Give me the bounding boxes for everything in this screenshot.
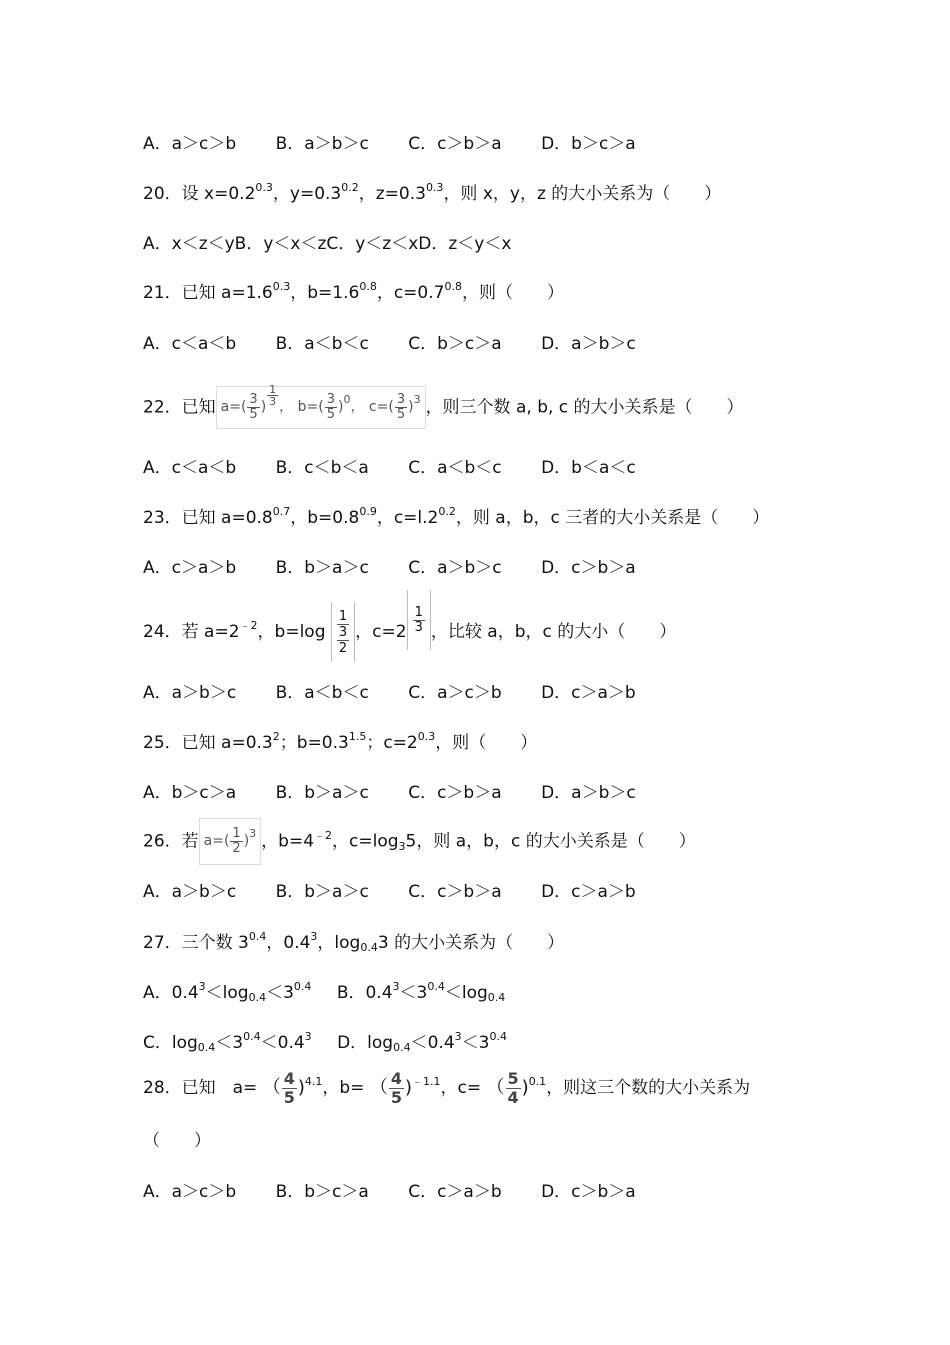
denominator: 2 [232,840,241,856]
q20-exp: 0.3 [425,181,444,194]
q27-c-part: ＜3 [215,1033,244,1053]
denominator: 5 [390,1087,402,1107]
q24-log-base [337,609,349,656]
q26-option-b: B．b＞a＞c [275,882,369,902]
q25-options [143,782,636,804]
q22-option-a: A．c＜a＜b [143,458,237,478]
q26-exp: 3 [249,827,257,840]
q23-exp: 0.9 [359,505,377,518]
q23-number: 23． [143,508,182,528]
q21-exp: 0.3 [272,280,291,293]
q25-option-b: B．b＞a＞c [275,783,369,803]
q24-exp-fraction [413,606,425,635]
close-paren: ) [297,1077,305,1098]
q26-option-a: A．a＞b＞c [143,882,237,902]
q24-options [143,682,636,704]
q21-stem [143,282,564,306]
q23-option-b: B．b＞a＞c [275,558,369,578]
q28-exp: 0.1 [528,1075,547,1088]
denominator: 5 [249,406,258,422]
close-paren: ) [404,1077,413,1098]
q27-c-exp: 3 [304,1030,312,1043]
close-paren: ) [243,833,250,849]
open-paren: （ [262,1077,281,1098]
q20-text: ，则 x，y，z 的大小关系为（ ） [443,184,722,204]
q27-a-part: A．0.4 [143,983,199,1003]
q27-text: ，0.4 [266,933,311,953]
q24-text: ，b=log [257,622,326,642]
q22-text: ，则三个数 a, b, c 的大小关系是（ ） [425,397,744,418]
q24-text: 若 a=2 [181,622,240,642]
denominator: 5 [396,406,406,422]
q27-c-part: C．log [143,1033,198,1053]
q27-b-exp: 0.4 [427,980,445,993]
q22-a-label: a=( [220,399,247,415]
q22-b-label: b=( [297,399,324,415]
q22-options [143,457,636,479]
q28-fraction-c [506,1070,521,1107]
q21-text: ，则（ ） [461,283,564,303]
q21-options [143,333,636,355]
q27-option-d [337,1030,507,1054]
q25-exp: 2 [272,730,280,743]
q28-number: 28． [143,1078,182,1098]
q27-d-sub: 0.4 [393,1041,411,1054]
q26-stem [143,818,696,865]
q20-stem [143,183,721,207]
q23-stem [143,507,769,531]
q22-fraction [325,393,337,422]
q25-text: 已知 a=0.3 [181,733,273,753]
q24-log-base-image [331,602,355,662]
q22-number: 22． [143,397,182,418]
open-paren: （ [369,1077,388,1098]
q25-option-d: D．a＞b＞c [541,783,636,803]
q19-option-a: A．a＞c＞b [143,134,237,154]
q27-stem [143,932,564,956]
q26-options [143,881,636,903]
q22-text: 已知 [181,397,216,418]
q22-option-c: C．a＜b＜c [408,458,502,478]
open-paren: （ [486,1077,505,1098]
numerator: 3 [326,391,335,407]
q21-option-d: D．a＞b＞c [541,334,636,354]
q23-option-a: A．c＞a＞b [143,558,237,578]
q26-a-label: a=( [203,833,230,849]
q20-options: A．x＜z＜yB．y＜x＜zC．y＜z＜xD．z＜y＜x [143,234,512,254]
q27-d-exp: 0.4 [489,1030,507,1043]
q27-option-a [143,980,312,1004]
q22-exp: 3 [413,393,421,406]
q25-exp: 1.5 [348,730,367,743]
q28-option-b: B．b＞c＞a [275,1182,369,1202]
q24-number: 24． [143,622,182,642]
close-paren: ) [338,399,344,415]
q27-c-exp: 0.4 [243,1030,261,1043]
q27-options-cd [143,1032,507,1056]
q27-a-exp: 3 [198,980,206,993]
q27-exp: 0.4 [248,930,267,943]
q24-option-b: B．a＜b＜c [275,683,369,703]
q22-fraction [395,393,407,422]
q23-exp: 0.2 [438,505,456,518]
denominator: 2 [338,640,348,656]
q21-exp: 0.8 [359,280,377,293]
denominator: 3 [269,394,277,408]
q27-a-part: ＜3 [266,983,294,1003]
q22-formula-image: a=( $\frac{3}{5}$ ) $\frac{1}{3}$ ， b=( $\frac{3}{5}$ )$^0$， c=( $\frac{3}{5}$ )$^3$ [216,386,426,429]
q25-exp: 0.3 [417,730,436,743]
q27-number: 27． [143,933,182,953]
q26-fraction [230,827,242,856]
q27-a-sub: 0.4 [248,991,267,1004]
numerator: 3 [396,391,406,407]
q20-number: 20． [143,184,182,204]
q24-option-a: A．a＞b＞c [143,683,237,703]
q27-log-base: 0.4 [360,941,378,954]
q20-exp: 0.3 [255,181,273,194]
q21-option-a: A．c＜a＜b [143,334,237,354]
q28-option-d: D．c＞b＞a [541,1182,636,1202]
q24-text: ，比较 a，b，c 的大小（ ） [430,622,677,642]
q21-text: ，b=1.6 [290,283,360,303]
numerator: 5 [507,1068,519,1088]
q20-text: ，y=0.3 [272,184,342,204]
q26-text: 若 [181,831,199,852]
q25-text: ；c=2 [366,733,418,753]
q22-stem [143,382,744,429]
q26-text: ，b=4 [261,831,315,852]
q27-a-part: ＜log [205,983,249,1003]
q28-answer-paren: （ ） [143,1131,211,1151]
q24-exp: ﹣2 [239,619,258,632]
q22-exp-fraction [267,384,278,407]
q28-stem [143,1066,750,1112]
close-paren: ) [521,1077,529,1098]
q28-text: ，c= [440,1078,482,1098]
denominator: 3 [414,619,423,635]
q28-exp: ﹣1.1 [412,1075,441,1088]
q23-text: 已知 a=0.8 [181,508,273,528]
q21-exp: 0.8 [444,280,462,293]
q20-text: ，z=0.3 [358,184,426,204]
q25-number: 25． [143,733,182,753]
q26-number: 26． [143,831,182,852]
q28-exp: 4.1 [304,1075,323,1088]
q23-exp: 0.7 [272,505,291,518]
q19-option-c: C．c＞b＞a [408,134,502,154]
numerator: 1 [338,608,348,624]
q19-option-d: D．b＞c＞a [541,134,636,154]
q26-log-base: 3 [398,839,406,853]
q22-option-b: B．c＜b＜a [275,458,369,478]
numerator: 4 [283,1068,295,1088]
q27-text: 3 的大小关系为（ ） [377,933,565,953]
q28-text: 已知 a= [181,1078,258,1098]
q19-options [143,133,636,155]
q23-text: ，b=0.8 [290,508,360,528]
q27-options-ab [143,982,505,1006]
q27-option-b [336,980,506,1004]
q24-text: ，c=2 [355,622,407,642]
q22-exp: 0 [343,393,351,406]
numerator: 1 [414,604,423,620]
q28-option-a: A．a＞c＞b [143,1182,237,1202]
q23-text: ，c=l.2 [376,508,439,528]
close-paren: ) [260,399,267,415]
q27-b-exp: 3 [392,980,400,993]
q27-b-part: ＜3 [399,983,428,1003]
q28-text: ，b= [322,1078,365,1098]
q25-text: ，则（ ） [435,733,538,753]
q26-text: 5，则 a，b，c 的大小关系是（ ） [405,831,696,852]
q22-option-d: D．b＜a＜c [541,458,636,478]
numerator: 3 [249,391,258,407]
q27-d-part: ＜3 [461,1033,490,1053]
q27-d-exp: 3 [454,1030,462,1043]
denominator: 5 [283,1087,295,1107]
middle: 3 [338,624,348,640]
denominator: 5 [326,406,335,422]
q23-option-d: D．c＞b＞a [541,558,636,578]
q27-d-part: ＜0.4 [410,1033,455,1053]
q27-b-part: B．0.4 [336,983,393,1003]
q20-text: 设 x=0.2 [181,184,256,204]
denominator: 4 [507,1087,519,1107]
q24-stem [143,602,676,662]
q23-option-c: C．a＞b＞c [408,558,502,578]
q24-option-c: C．a＞c＞b [408,683,502,703]
numerator: 1 [269,382,277,396]
q21-text: 已知 a=1.6 [181,283,273,303]
q27-c-sub: 0.4 [197,1041,216,1054]
q21-text: ，c=0.7 [376,283,445,303]
q27-text: 三个数 3 [181,933,249,953]
q27-d-part: D．log [337,1033,394,1053]
numerator: 1 [232,825,241,841]
q28-fraction-a [282,1070,297,1107]
q20-exp: 0.2 [341,181,359,194]
q26-option-d: D．c＞a＞b [541,882,636,902]
q28-options [143,1181,636,1203]
close-paren: ) [408,399,414,415]
q21-option-b: B．a＜b＜c [275,334,369,354]
q22-c-label: c=( [368,399,394,415]
q27-text: ，log [317,933,361,953]
q26-option-c: C．c＞b＞a [408,882,502,902]
q27-c-part: ＜0.4 [260,1033,305,1053]
numerator: 4 [390,1068,402,1088]
q21-option-c: C．b＞c＞a [408,334,502,354]
q27-b-sub: 0.4 [487,991,506,1004]
q23-options [143,557,636,579]
q24-exp-image [407,590,431,650]
q28-text: ，则这三个数的大小关系为 [546,1078,751,1098]
q21-number: 21． [143,283,182,303]
q27-exp: 3 [310,930,318,943]
q27-b-part: ＜log [444,983,488,1003]
q26-formula-image [199,818,262,865]
q28-option-c: C．c＞a＞b [408,1182,502,1202]
q24-option-d: D．c＞a＞b [541,683,636,703]
q25-text: ；b=0.3 [279,733,349,753]
q25-option-c: C．c＞b＞a [408,783,502,803]
q25-stem [143,732,537,756]
q26-text: ，c=log [332,831,399,852]
q23-text: ，则 a，b，c 三者的大小关系是（ ） [455,508,770,528]
q25-option-a: A．b＞c＞a [143,783,237,803]
q22-fraction [247,393,259,422]
q27-a-exp: 0.4 [293,980,312,993]
q28-fraction-b [389,1070,404,1107]
q27-option-c [143,1030,312,1054]
q26-exp: ﹣2 [314,828,333,842]
q19-option-b: B．a＞b＞c [275,134,369,154]
